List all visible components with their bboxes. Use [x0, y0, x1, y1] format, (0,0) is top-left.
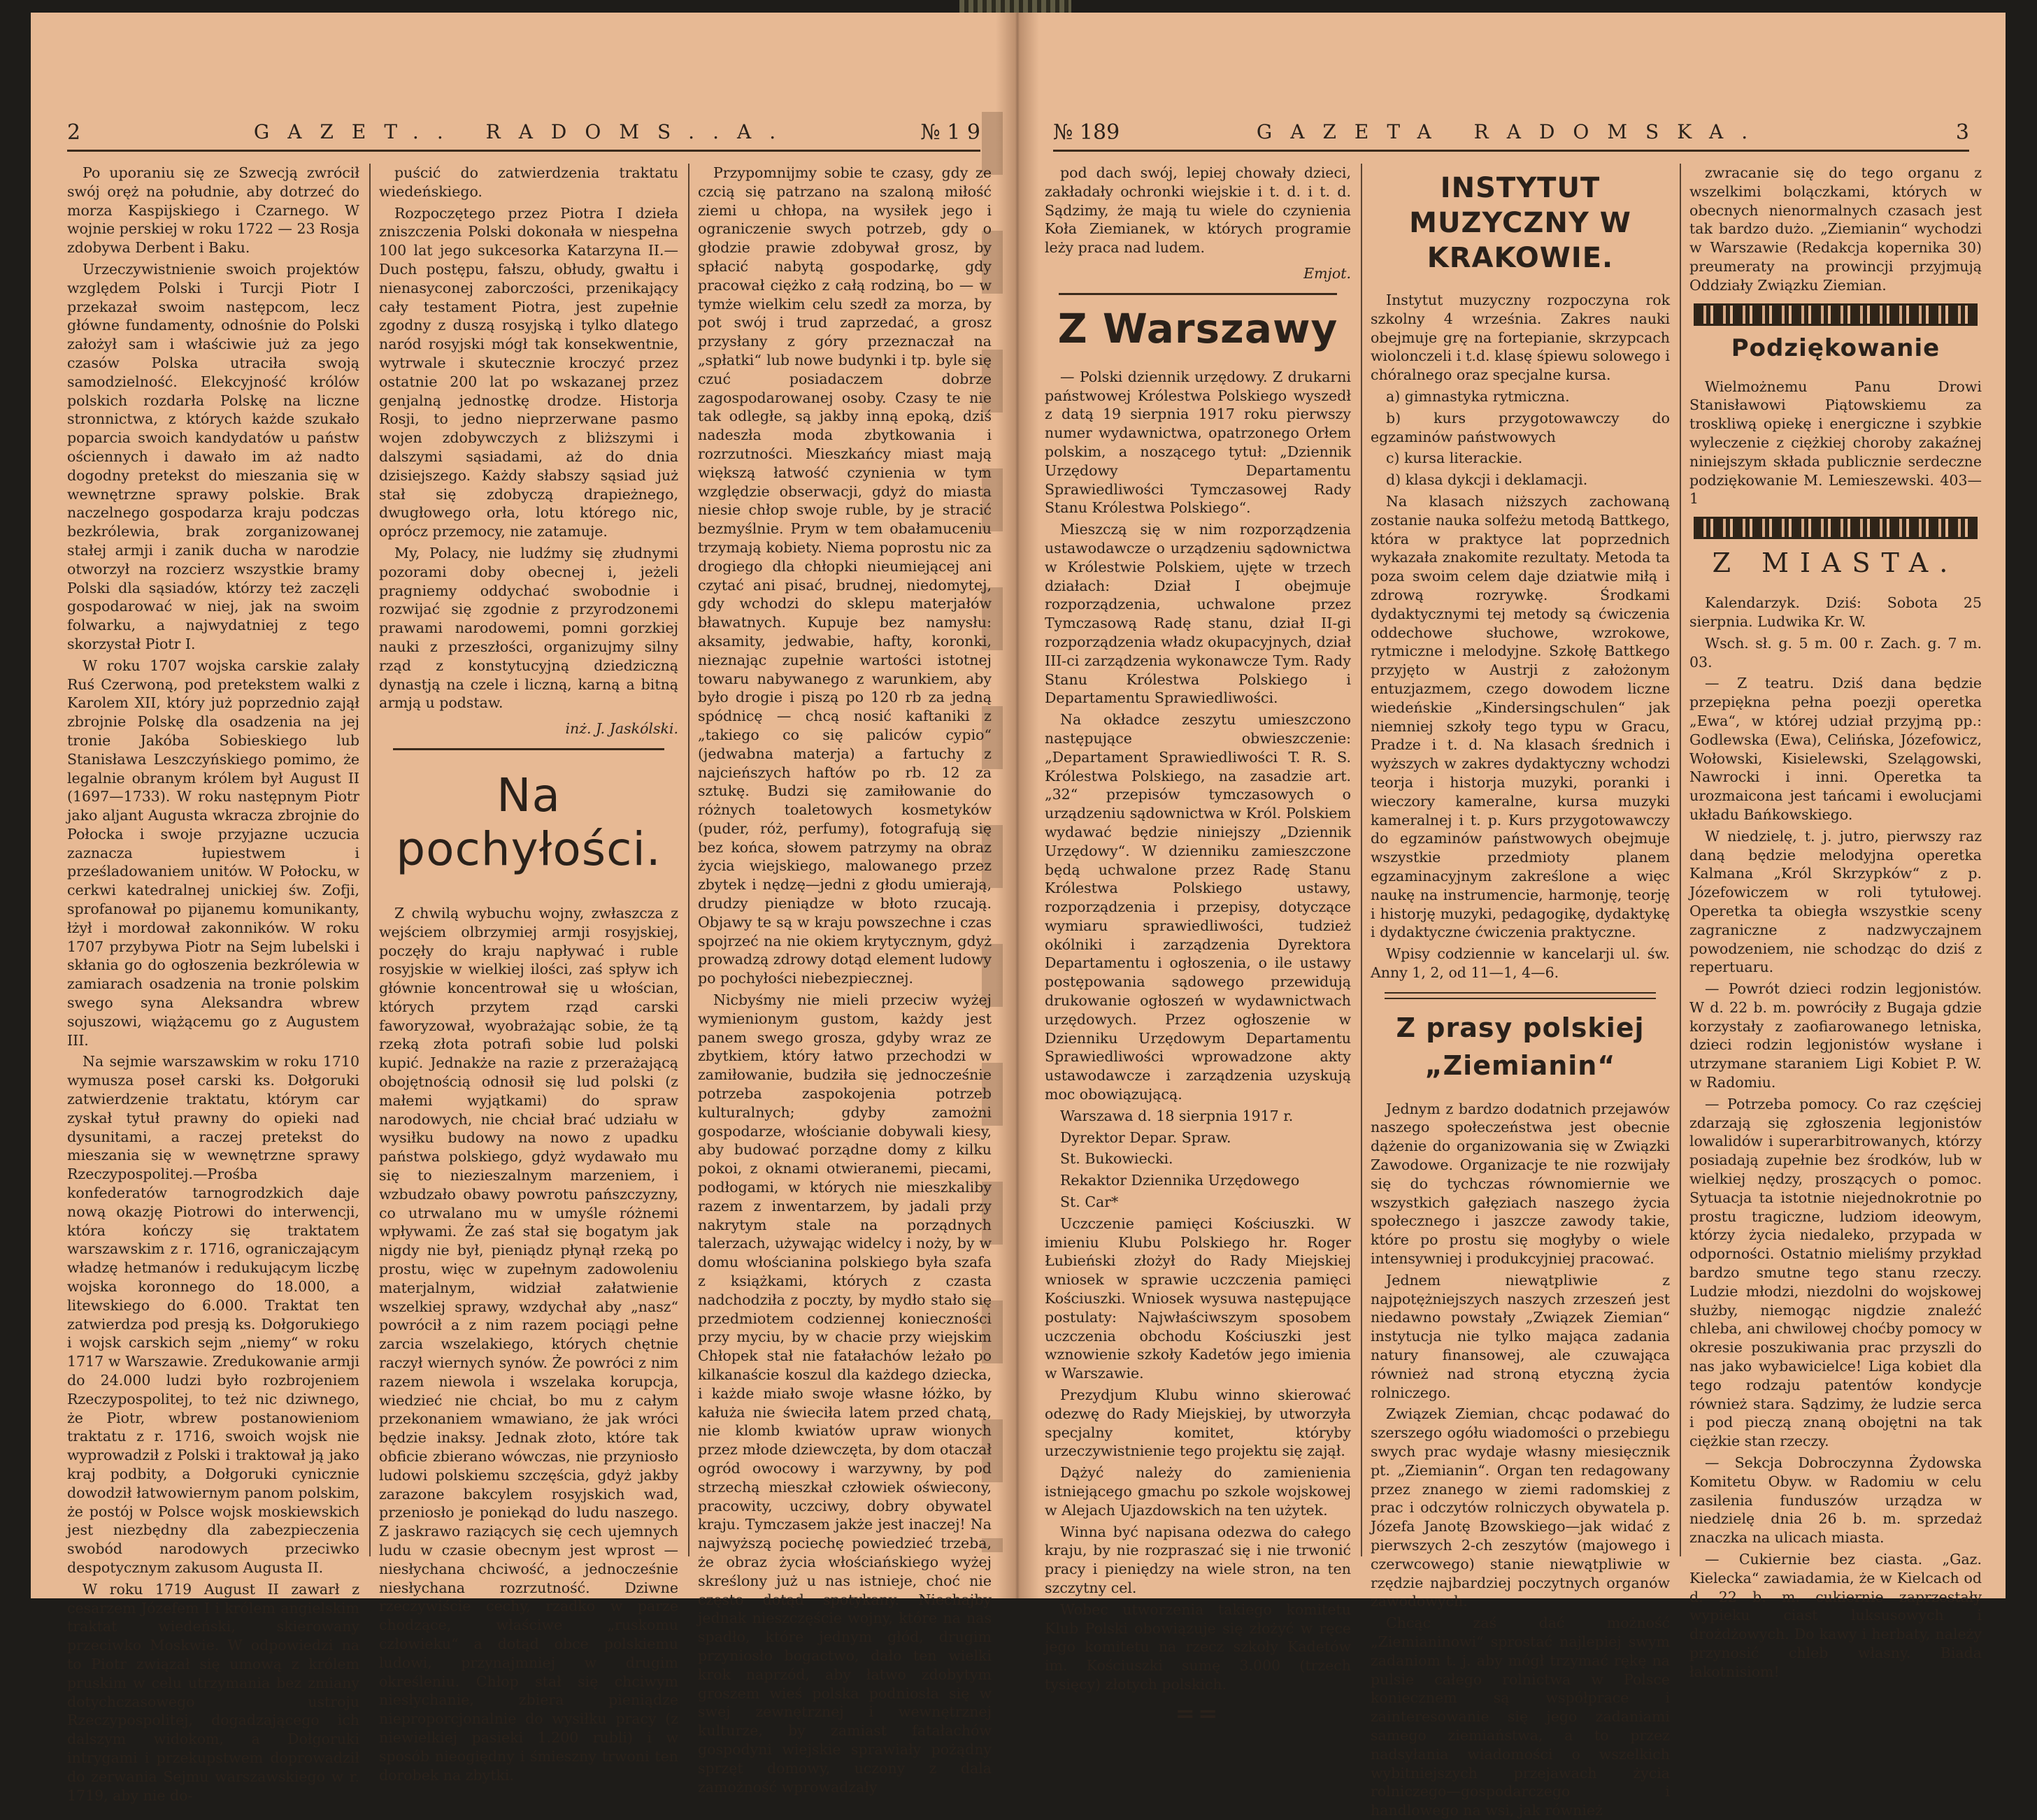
text-block — [379, 164, 678, 712]
paragraph: Wsch. sł. g. 5 m. 00 r. Zach. g. 7 m. 03. — [1689, 634, 1982, 671]
paragraph: Kalendarzyk. Dziś: Sobota 25 sierpnia. Ludwika Kr. W. — [1689, 594, 1982, 630]
paragraph: d) klasa dykcji i deklamacji. — [1386, 471, 1588, 489]
text-block — [1689, 594, 1982, 1681]
section-title-warszawa: Z Warszawy — [1057, 304, 1338, 352]
section-rule — [1059, 293, 1337, 295]
section-title-podziekowanie: Podziękowanie — [1731, 334, 1940, 362]
paragraph: Na klasach niższych zachowaną zostanie nauka solfeżu metodą Battkego, która w praktyce lat poprzednich wykazała znakomite rezultaty. Metoda ta poza swoim celem daje dziatwie miłą i zdrową rozrywkę. Środkami dydaktycznymi tej metody są ćwiczenia oddechowe słuchowe, wzrokowe, rytmiczne i melodyjne. Szkołę Battkego przyjęto w Austrji z założonym entuzjazmem, czego dowodem liczne wiedeńskie „Kindersingschulen“ jak niemniej szkoły tego typu w Gracu, Pradze i t. d. Na klasach średnich i wyższych w zakres dydaktyczny wchodzi teorja i historja muzyki, poranki i wieczory kameralne, kursa muzyki kameralnej i t. p. Kurs przygotowawczy do egzaminów państwowych obejmuje wszystkie przedmioty planem egzaminacyjnym zakreślone a więc naukę na instrumencie, harmonję, teorję i historję muzyki, pedagogikę, dydaktykę i dydaktyczne ćwiczenia praktyczne. — [1371, 492, 1670, 941]
paragraph: c) kursa literackie. — [1386, 450, 1523, 467]
section-title-z-miasta: Z MIASTA. — [1712, 547, 1959, 579]
left-column-1 — [67, 164, 359, 1804]
paragraph: Uczczenie pamięci Kościuszki. W imieniu Klubu Polskiego hr. Roger Łubieński złożył do Rady Miejskiej wniosek w sprawie uczczenia pamięci Kościuszki. Wniosek wysuwa następujące postulaty: Najwłaściwszym sposobem uczczenia obchodu Kościuszki jest wznowienie szkoły Kadetów jego imienia w Warszawie. — [1045, 1214, 1351, 1382]
section-rule — [1385, 992, 1656, 999]
article-title: Na pochyłości. — [396, 768, 662, 876]
left-column-3 — [698, 164, 992, 1796]
paragraph: — Sekcja Dobroczynna Żydowska Komitetu Obyw. w Radomiu w celu zasilenia funduszów urządza w niedzielę dnia 26 b. m. sprzedaż znaczka na ulicach miasta. — [1689, 1454, 1982, 1547]
text-block — [67, 164, 359, 1805]
text-block — [1371, 291, 1670, 982]
paragraph: — Polski dziennik urzędowy. Z drukarni państwowej Królestwa Polskiego wyszedł z datą 19 sierpnia 1917 roku pierwszy numer wydawnictwa, opatrzonego Orłem polskim, a noszącego tytuł: „Dziennik Urzędowy Departamentu Sprawiedliwości Tymczasowej Rady Stanu Królestwa Polskiego“. — [1045, 368, 1351, 517]
right-column-2 — [1371, 164, 1670, 1819]
paragraph: Przypomnijmy sobie te czasy, gdy ze czcią się patrzano na szaloną miłość ziemi u chłopa, na wysiłek jego i ograniczenie swych potrzeb, gdy o głodzie prawie zdobywał grosz, by spłacić nabytą gospodarkę, gdy pracował ciężko z całą rodziną, bo — w tymże wielkim celu szedł za morza, by pot swój i trud zaprzedać, a grosz przysłany z góry przeznaczał na „spłatki“ lub nowe budynki i tp. byle się czuć posiadaczem dobrze zagospodarowanej osoby. Czasy te nie tak odległe, są jakby inną epoką, dziś nadeszła moda zbytkowania i rozrzutności. Mieszkańcy miast mają większą łatwość czynienia w tym względzie obserwacji, gdyż do miasta niesie chłop swoje ruble, by je stracić bezmyślnie. Prym w tem obałamuceniu trzymają kobiety. Niema poprostu nic za drogiego dla chłopki nieumiejącej ani czytać ani pisać, brudnej, niedomytej, gdy wchodzi do sklepu materjałów bławatnych. Kupuje bez namysłu: aksamity, jedwabie, hafty, koronki, nieznając zupełnie wartości istotnej towaru nabywanego z warunkiem, aby było drogie i piszą po 120 rb za jedną spódnicę — chcą nosić kaftaniki z „takiego co się paliców cypio“ (jedwabna materja) a fartuchy z najcieńszych haftów po rb. 12 za sztukę. Budzi się zamiłowanie do różnych toaletowych kosmetyków (puder, róż, perfumy), fotografują się bez końca, słowem patrzymy na obraz życia wiejskiego, malowanego przez zbytek i nędzę—jedni z głodu umierają, drudzy pieniądze w błoto rzucają. Objawy te są w kraju powszechne i czas spojrzeć na nie okiem krytycznym, gdyż prowadzą zdrowy dotąd element ludowy po pochyłości niebezpiecznej. — [698, 164, 992, 987]
page-number: 2 — [67, 120, 81, 145]
left-page — [31, 13, 1017, 1804]
author-signature: inż. J. Jaskólski. — [565, 720, 678, 738]
paragraph: Na okładce zeszytu umieszczono następujące obwieszczenie: „Departament Sprawiedliwości T. R. S. Królestwa Polskiego, na zasadzie art. „32“ przepisów tymczasowych o urządzeniu sądownictwa w Król. Polskiem wydawać będzie niniejszy „Dziennik Urzędowy“. W dzienniku zamieszczone będą uchwalone przez Radę Stanu Królestwa Polskiego ustawy, rozporządzenia i przepisy, dotyczące wymiaru sprawiedliwości, tudzież okólniki i zarządzenia Dyrektora Departamentu i ogłoszenia, o ile ustawy postępowania sądowego przewidują drukowanie ogłoszeń w wydawnictwach urzędowych. Przez ogłoszenie w Dzienniku Urzędowym Departamentu Sprawiedliwości wprowadzone akty ustawodawcze i zarządzenia uzyskują moc obowiązującą. — [1045, 711, 1351, 1103]
paragraph: Wobec utworzenia takiego komitetu Klub Polski obowiązuje się złożyć w ręce jego komitetu na rzecz szkoły Kadetów im. Kościuszki sumę 3.000 (trzech tysięcy) złotych polskich. — [1045, 1600, 1351, 1693]
paragraph: Rozpoczętego przez Piotra I dzieła zniszczenia Polski dokonała w niespełna 100 lat jego sukcesorka Katarzyna II.—Duch postępu, fałszu, obłudy, gwałtu i nienasyconej zaborczości, przenikający cały testament Piotra, jest zupełnie zgodny z duszą rosyjską i tylko dlatego naród rosyjski mógł tak konsekwentnie, wytrwale i skutecznie kroczyć przez ostatnie 200 lat po wskazanej przez genjalną jednostkę drodze. Historja Rosji, to jedno nieprzerwane pasmo wojen zdobywczych z bliższymi i dalszymi sąsiadami, aż do dnia dzisiejszego. Każdy słabszy sąsiad już stał się zdobyczą drapieżnego, dwugłowego orła, lotu którego nic, oprócz przemocy, nie zatamuje. — [379, 204, 678, 540]
column-divider — [1361, 164, 1362, 1556]
paragraph: St. Bukowiecki. — [1060, 1150, 1173, 1168]
paragraph: Dążyć należy do zamienienia istniejącego gmachu po szkole wojskowej w Alejach Ujazdowskich na ten użytek. — [1045, 1464, 1351, 1519]
paragraph: St. Car* — [1060, 1194, 1119, 1211]
text-block — [1045, 164, 1351, 257]
text-block — [1371, 1100, 1670, 1820]
paragraph: Winna być napisana odezwa do całego kraju, by nie rozpraszać się i nie trwonić pracy i pieniędzy na wiele stron, na ten szczytny cel. — [1045, 1523, 1351, 1596]
paragraph: b) kurs przygotowawczy do egzaminów państwowych — [1371, 409, 1670, 445]
issue-number: № 189 — [1053, 120, 1120, 145]
paragraph: Warszawa d. 18 sierpnia 1917 r. — [1060, 1107, 1294, 1124]
paragraph: Mieszczą się w nim rozporządzenia ustawodawcze o urządzeniu sądownictwa w Królestwie Polskiem, ujęte w trzech działach: Dział I obejmuje rozporządzenia, uchwalone przez Tymczasową Radę stanu, dział II-gi rozporządzenia władz okupacyjnych, dział III-ci zarządzenia wykonawcze Tym. Rady Stanu Królestwa Polskiego i Departamentu Sprawiedliwości. — [1045, 521, 1351, 707]
paragraph: zwracanie się do tego organu z wszelkimi bolączkami, których w obecnych nienormalnych czasach jest tak bardzo dużo. „Ziemianin“ wychodzi w Warszawie (Redakcja kopernika 30) preumeraty na prowincji przyjmują Oddziały Związku Ziemian. — [1689, 164, 1982, 294]
paragraph: — Powrót dzieci rodzin legjonistów. W d. 22 b. m. powróciły z Bugaja gdzie korzystały z zaofiarowanego letniska, dzieci rodzin legjonistów wysłane i utrzymane staraniem Ligi Kobiet P. W. w Radomiu. — [1689, 980, 1982, 1091]
paragraph: Na sejmie warszawskim w roku 1710 wymusza poseł carski ks. Dołgoruki zatwierdzenie traktatu, którym car zyskał tytuł prawny do opieki nad dysunitami, a raczej pretekst do mieszania się w wewnętrzne sprawy Rzeczypospolitej.—Prośba konfederatów tarnogrodzkich daje nową okazję Piotrowi do interwencji, która kończy się traktatem warszawskim z r. 1716, ograniczającym władzę hetmanów i redukującym liczbę wojska koronnego do 18.000, a litewskiego do 6.000. Traktat ten zatwierdza pod presją ks. Dołgorukiego i wojsk carskich sejm „niemy“ w roku 1717 w Warszawie. Zredukowanie armji do 24.000 ludzi było rozbrojeniem Rzeczypospolitej, to też nic dziwnego, że Piotr, wbrew postanowieniom traktatu z r. 1716, swoich wojsk nie wyprowadził z Polski i traktował ją jako kraj podbity, a Dołgoruki cynicznie dowodził łatwowiernym panom polskim, że postój w Polsce wojsk moskiewskich jest niezbędny dla zabezpieczenia swobód narodowych przeciwko despotycznym zakusom Augusta II. — [67, 1053, 359, 1576]
section-title-prasa: Z prasy polskiej „Ziemianin“ — [1396, 1012, 1645, 1081]
text-block — [1689, 164, 1982, 295]
left-column-2 — [379, 164, 678, 1784]
text-block — [698, 164, 992, 1796]
right-column-3 — [1689, 164, 1982, 1680]
paragraph: Chcąc zaś dać możność „Ziemianinowi“ sprostać najlepiej swym zadaniom t. j. aby mógł trzymać rękę na pulsie całego rolnictwa w Polsce koniecznem są współprace i zainteresowanie się jego zadaniami samego ziemiaństwa, a to przez nadsyłania wiadomości o wszelkich wybitniejszych przejawach życia rolniczego—gospodarczego i handlowego na wsi, jak również — [1371, 1614, 1670, 1819]
right-column-1 — [1045, 164, 1351, 1728]
paragraph: Urzeczywistnienie swoich projektów względem Polski i Turcji Piotr I przekazał swoim następcom, lecz główne fundamenty, odnośnie do Polski założył sam i właściwie już za jego czasów Polska utraciła swoją samodzielność. Elekcyjność królów polskich rozdarła Polskę na liczne stronnictwa, z których każde szukało poparcia swoich kandydatów u państw ościennych i dawało im aż nadto dogodny pretekst do mieszania się w wewnętrzne sprawy polskie. Brak naczelnego gospodarza kraju podczas bezkrólewia, brak zorganizowanej stałej armji i zanik ducha w narodzie otworzył na rozcierz wszystkie bramy Polski dla sąsiadów, którzy też zaczęli gospodarować w niej, jak na swoim folwarku, a najwydatniej z tego skorzystał Piotr I. — [67, 260, 359, 652]
paragraph: Nicbyśmy nie mieli przeciw wyżej wymienionym gustom, każdy jest panem swego grosza, gdyby wraz ze zbytkiem, który łatwo przechodzi w zamiłowanie, budziła się jednocześnie potrzeba zaspokojenia potrzeb kulturalnych; gdyby zamożni gospodarze, włościanie dobywali kiesy, aby budować porządne domy z kilku pokoi, z oknami otwieranemi, piecami, podłogami, w których nie mieszkaliby razem z inwentarzem, by jadali przy nakrytym stale na porządnych talerzach, używając widelcy i noży, by w domu włościanina polskiego była szafa z książkami, których z czasta nadchodziła z poczty, by mydło stało się przedmiotem codziennej konieczności przy myciu, by w chacie przy wiejskim Chłopek stał nie fatałachów leżało po kilkanaście koszul dla każdego dziecka, i każde miało swoje własne łóżko, by kałuża nie świeciła latem przed chatą, nie klomb kwiatów upraw wionych przez młode dziewczęta, by dom otaczał ogród owocowy i warzywny, by pod strzechą mieszkał człowiek oświecony, pracowity, uczciwy, dobry obywatel kraju. Tymczasem jakże jest inaczej! Na najwyższą pociechę powiedzieć trzeba, że obraz życia włościańskiego wyżej skreślony już u nas istnieje, choć nie często dotąd spotykany. Niechajby jednak nieszczęście wojny, które na nas spadło, które jednym głód, drugim przyniosło bogactwo, dało ten wielki krok naprzód, aby łatwo zdobytym groszem wieś polska podniosła się w swej zewnętrznej i wewnętrznej kulturze, by zamiast fatałachów gospodyni wiejskie sprawiały pożądny sprzęt domowy, uczony z dala zamożność wprowadzały — [698, 991, 992, 1796]
paragraph: — Potrzeba pomocy. Co raz częściej zdarzają się zgłoszenia legjonistów lowalidów i superarbitrowanych, którzy posiadają zupełnie bez środków, lub w wielkiej nędzy, proszących o pomoc. Sytuacja ta istotnie niejednokrotnie po prostu tragiczne, ludziom ideowym, którzy życia niedaleko, przypada w odporności. Ostatnio mieliśmy przykład bardzo smutne tego stanu rzeczy. Ludzie młodzi, niezdolni do wojskowej służby, niemogąc nigdzie znaleźć chleba, ani chwilowej choćby pomocy w okresie poszukiwania prac przyszli do nas jako wybawicielce! Liga kobiet dla tego rodzaju patentów kondycje również stara. Sądzimy, że ludzie serca i pod pieczą znaną obojętni na tak ciężkie stan rzeczy. — [1689, 1095, 1982, 1450]
text-block — [379, 904, 678, 1784]
author-signature: Emjot. — [1303, 264, 1351, 282]
end-mark: == — [1175, 1699, 1221, 1728]
text-block — [1045, 368, 1351, 1694]
page-number: 3 — [1955, 120, 1969, 145]
ornament-border — [1694, 517, 1978, 539]
paragraph: Związek Ziemian, chcąc podawać do szerszego ogółu wiadomości o przebiegu swych prac wydaje własny miesięcznik pt. „Ziemianin“. Organ ten redagowany przez znanego w ziemi radomskiej z prac i odczytów rolniczych obywatela p. Józefa Janotę Bzowskiego—jak widać z pierwszych 2-ch zeszytów (majowego i czerwcowego) stanie niewątpliwie w rzędzie najbardziej poczytnych organów zawodowych. — [1371, 1405, 1670, 1610]
paragraph: Po uporaniu się ze Szwecją zwrócił swój oręż na południe, aby dotrzeć do morza Kaspijskiego i Czarnego. W wojnie perskiej w roku 1722 — 23 Rosja zdobywa Derbent i Baku. — [67, 164, 359, 257]
paragraph: pod dach swój, lepiej chowały dzieci, zakładały ochronki wiejskie i t. d. i t. d. Sądzimy, że mają tu wiele do czynienia Koła Ziemianek, w których programie leży praca nad ludem. — [1045, 164, 1351, 257]
text-block — [1689, 378, 1982, 509]
newspaper-title: GAZET.. RADOMS..A. — [253, 120, 794, 143]
paragraph: Wielmożnemu Panu Drowi Stanisławowi Piątowskiemu za troskliwą opiekę i energiczne i szybkie wyleczenie z ciężkiej choroby zakaźnej niniejszym składa publicznie serdeczne podziękowanie M. Lemieszewski. 403—1 — [1689, 378, 1982, 508]
right-page-header — [1053, 117, 1969, 152]
issue-number: № 1 9 — [920, 120, 980, 145]
paragraph: W roku 1707 wojska carskie zalały Ruś Czerwoną, pod pretekstem walki z Karolem XII, który już poprzednio zajął zbrojnie Polskę dla osadzenia na jej tronie Jakóba Sobieskiego lub Stanisława Leszczyńskiego pomimo, że legalnie obranym królem był August II (1697—1733). W roku następnym Piotr jako aljant Augusta wkracza zbrojnie do Połocka i swoje przyjazne uczucia zaznacza łupiestwem i prześladowaniem unitów. W Połocku, w cerkwi katedralnej unickiej św. Zofji, sprofanował po pijanemu komunikanty, łżył i mordował zakonników. W roku 1707 przybywa Piotr na Sejm lubelski i skłania go do ogłoszenia bezkrólewia w zamiarach osadzenia na tronie polskim swego syna Aleksandra wbrew sojuszowi, wiążącemu go z Augustem III. — [67, 657, 359, 1049]
paragraph: W roku 1719 August II zawarł z cesarzem Józefem I i królem angielskim traktat wiedeński, skierowany przeciwko Moskwie. W odpowiedzi na to Piotr związał się umową z królem pruskim w celu utrzymania bez zmiany dotychczasowego ustroju Rzeczypospolitej, dogadzającego ich dalszym widokom, a Dołgoruki intrygami i przekupstwem doprowadził do zerwania Sejmu warszawskiego w r. 1719, aby nie do- — [67, 1580, 359, 1804]
paragraph: Instytut muzyczny rozpoczyna rok szkolny 4 września. Zakres nauki obejmuje grę na fortepianie, skrzypcach wiolonczeli i t.d. klasę śpiewu solowego i chóralnego oraz specjalne kursa. — [1371, 292, 1670, 384]
column-divider — [369, 164, 371, 1556]
show-through-text — [982, 112, 1003, 1552]
paragraph: Rekaktor Dziennika Urzędowego — [1060, 1172, 1300, 1189]
section-rule — [393, 748, 664, 750]
column-divider — [1680, 164, 1681, 1556]
ornament-border — [1694, 303, 1978, 326]
paragraph: a) gimnastyka rytmiczna. — [1386, 387, 1570, 405]
paragraph: W niedzielę, t. j. jutro, pierwszy raz daną będzie melodyjna operetka Kalmana „Król Skrzypków“ z p. Józefowiczem w roli tytułowej. Operetka ta obiegła wszystkie sceny zagraniczne z nadzwyczajnem powodzeniem, nie schodząc do dziś z repertuaru. — [1689, 827, 1982, 976]
paragraph: Dyrektor Depar. Spraw. — [1060, 1128, 1231, 1146]
paragraph: — Z teatru. Dziś dana będzie przepiękna pełna poezji operetka „Ewa“, w której udział przyjmą pp.: Godlewska (Ewa), Celińska, Józefowicz, Wołowski, Kisielewski, Szelągowski, Nawrocki i inni. Operetka ta urozmaicona jest tańcami i ewolucjami układu Bańkowskiego. — [1689, 675, 1982, 823]
section-title-instytut: INSTYTUT MUZYCZNY W KRAKOWIE. — [1409, 172, 1631, 274]
right-page — [1017, 13, 2006, 1819]
paragraph: — Cukiernie bez ciasta. „Gaz. Kielecka“ zawiadamia, że w Kielcach od d. 22 b. m. cukiernie zaprzestały wypieku ciast luksusowych i drożdżowych. Do kawy i herbaty, należy przynosić chleb własny. Biada łakotnisiom! — [1689, 1551, 1982, 1680]
newspaper-title: GAZETA RADOMSKA. — [1256, 120, 1766, 143]
paragraph: Prezydjum Klubu winno skierować odezwę do Rady Miejskiej, by utworzyła specjalny komitet, któryby urzeczywistnienie tego projektu się zajął. — [1045, 1387, 1351, 1460]
paragraph: Wpisy codziennie w kancelarji ul. św. Anny 1, 2, od 11—1, 4—6. — [1371, 945, 1670, 981]
paragraph: Jednem niewątpliwie z najpotężniejszych naszych zrzeszeń jest niedawno powstały „Związek Ziemian“ instytucja nie tylko mająca zadania natury finansowej, ale czuwająca również nad stroną etyczną życia rolniczego. — [1371, 1271, 1670, 1401]
column-divider — [688, 164, 689, 1556]
paragraph: Jednym z bardzo dodatnich przejawów naszego społeczeństwa jest obecnie dążenie do organizowania się w Związki Zawodowe. Organizacje te nie rozwijały się do tychczas równomiernie we wszystkich gałęziach naszego życia społecznego i jaszcze zawody takie, które po prostu się mogłyby o wiele intensywniej i produkcyjniej pracować. — [1371, 1100, 1670, 1268]
left-page-header — [67, 117, 980, 152]
paragraph: Z chwilą wybuchu wojny, zwłaszcza z wejściem olbrzymiej armji rosyjskiej, poczęły do kraju napływać i ruble rosyjskie w wielkiej ilości, zaś spływ ich głównie koncentrował się u włościan, których przytem rząd carski faworyzował, wyobrażając sobie, że tą rzeką złota potrafi sobie lud polski kupić. Jednakże na razie z przerażającą obojętnością odnosił się lud polski (z małemi wyjątkami) do spraw narodowych, nie chciał brać udziału w wysiłku budowy na nowo z upadku państwa polskiego, gdyż wydawało mu się to niezieszalnym marzeniem, i wzbudzało obawy powrotu pańszczyzny, co utrwalano mu w umyśle różnemi wpływami. Że zaś stał się bogatym jak nigdy nie był, pieniądz płynął rzeką po prostu, więc w zupełnym zadowoleniu materjalnym, widział załatwienie wszelkiej sprawy, wzdychał aby „nasz“ powrócił a z nim razem pociągi pełne zarcia wszelakiego, których chętnie raczył wiernych synów. Że powróci z nim razem niewola i wszelaka korupcja, wiedzieć nie chciał, bo mu z całym przekonaniem wmawiano, że jak wróci będzie inaksy. Jednak złoto, które tak obficie zbierano wówczas, nie przyniosło ludowi polskiemu szczęścia, gdyż jakby zarazone bakcylem rosyjskich wad, przeniosło je poniekąd do ludu naszego. Z jaskrawo raziących się cech ujemnych ludu w czasie obecnym jest wprost —niesłychana chciwość, a jednocześnie niesłychana rozrzutność. Dziwne rzeczywiście cechy, rzadko w parze chodzące, właściwe „ruskomu człowieku“ a dotąd obce polskiemu ludowi, przynajmniej w drugim określeniu. Chłop stał się chciwym niesłychanie, zbiera pieniądze nieproporcjonalnie do wysiłku pracy (z niewielkiej pasieki 1.200 rubli) i w sposób nieogiędny i śmieszny trwoni ten dorobek na zbytki. — [379, 904, 678, 1784]
paragraph: My, Polacy, nie ludźmy się złudnymi pozorami doby obecnej i, jeżeli pragniemy oddychać swobodnie i rozwijać się zgodnie z przyrodzonemi prawami narodowemi, pomni gorzkiej nauki z przeszłości, organizujmy silny rząd z konstytucyjną dziedziczną dynastją na czele i liczną, karną a bitną armją u podstaw. — [379, 544, 678, 712]
paragraph: puścić do zatwierdzenia traktatu wiedeńskiego. — [379, 164, 678, 200]
